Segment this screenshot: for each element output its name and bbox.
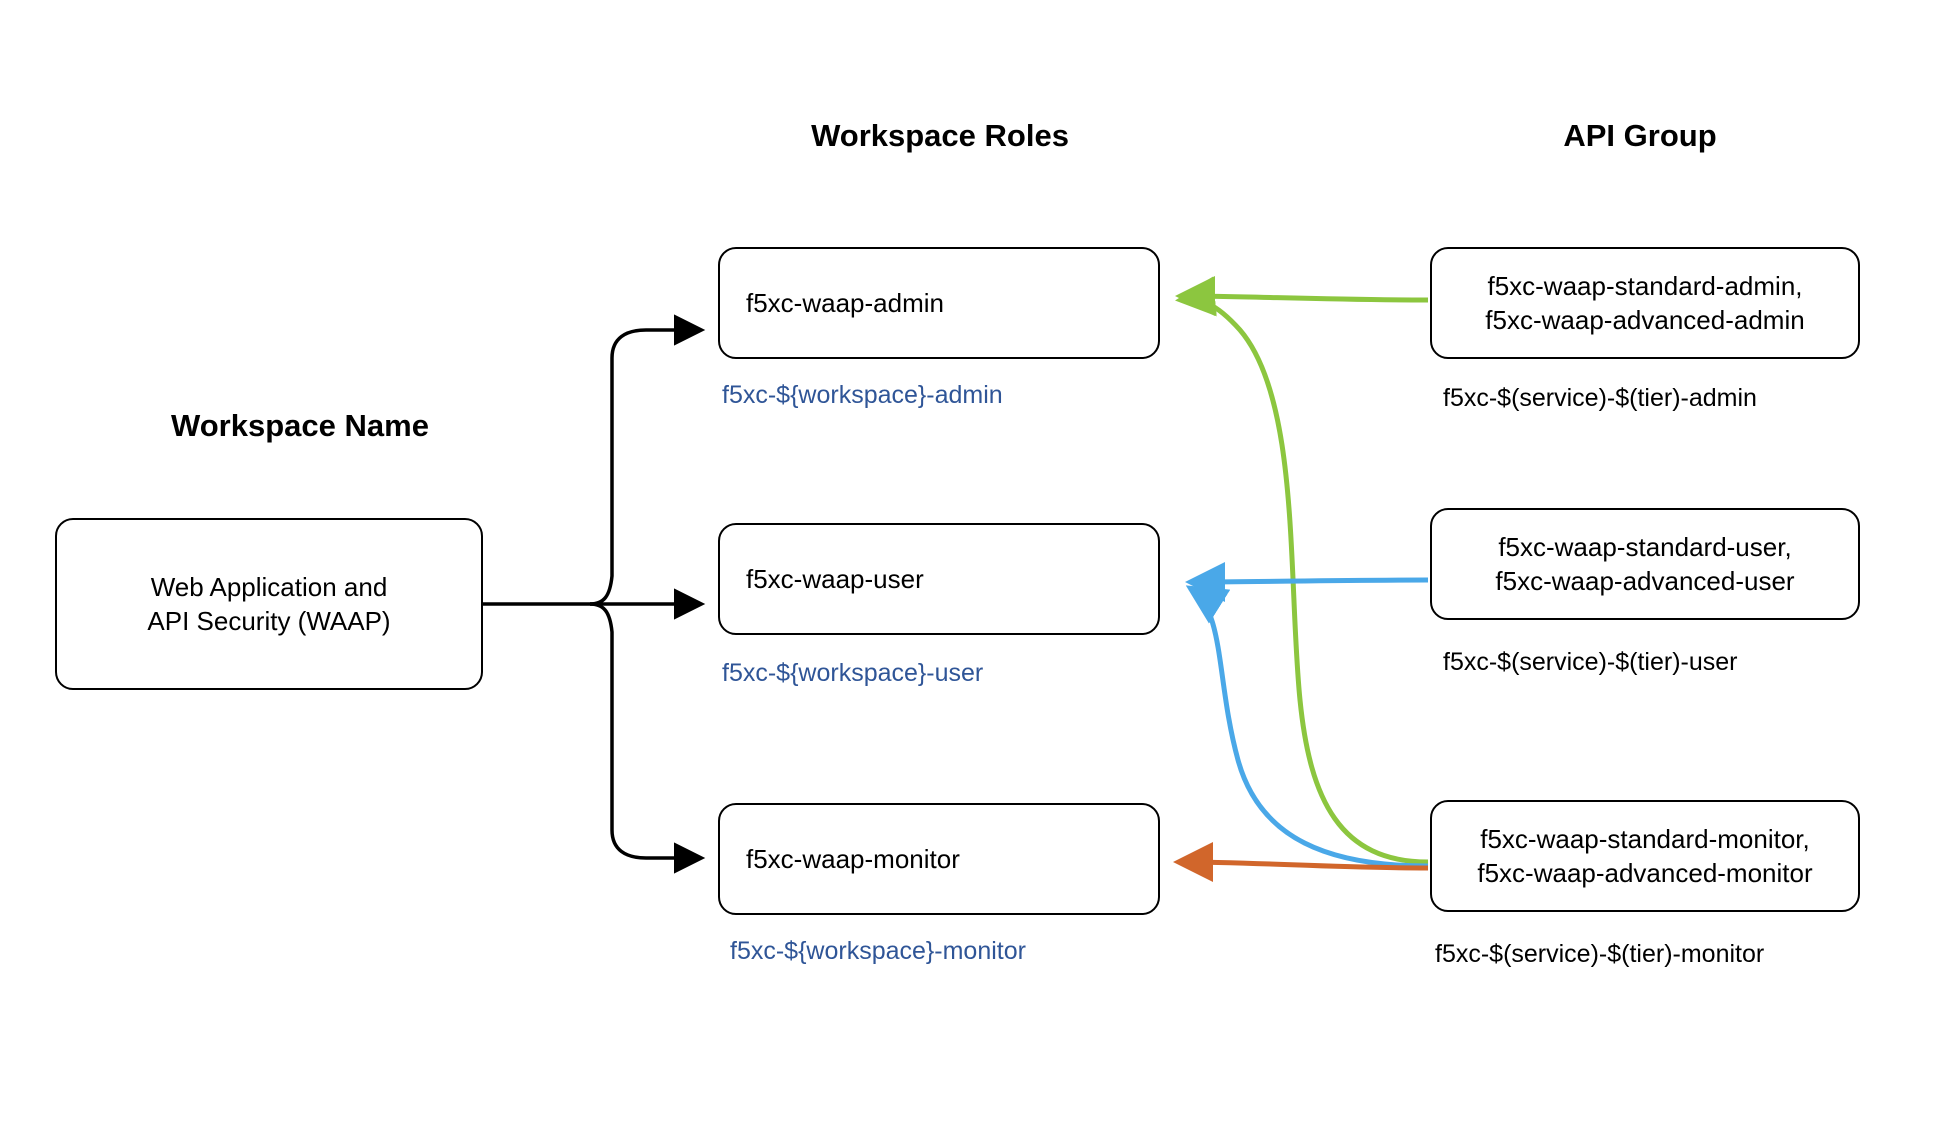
edge-api-monitor-to-role-monitor xyxy=(1178,862,1428,868)
caption-api-group-user: f5xc-$(service)-$(tier)-user xyxy=(1443,648,1738,676)
node-api-group-admin-line2: f5xc-waap-advanced-admin xyxy=(1485,305,1805,335)
caption-api-group-monitor: f5xc-$(service)-$(tier)-monitor xyxy=(1435,940,1765,968)
node-api-group-monitor-line1: f5xc-waap-standard-monitor, xyxy=(1480,823,1810,854)
column-title-workspace-name: Workspace Name xyxy=(171,408,429,443)
column-title-workspace-roles: Workspace Roles xyxy=(811,118,1069,153)
node-role-user-label: f5xc-waap-user xyxy=(746,563,924,594)
caption-role-admin: f5xc-${workspace}-admin xyxy=(722,381,1003,409)
edge-api-user-to-role-user xyxy=(1190,580,1428,582)
edge-workspace-to-monitor xyxy=(590,604,700,858)
node-workspace-name[interactable] xyxy=(55,518,483,690)
node-role-monitor[interactable] xyxy=(718,803,1160,915)
node-api-group-user-line2: f5xc-waap-advanced-user xyxy=(1495,566,1795,596)
node-role-monitor-label: f5xc-waap-monitor xyxy=(746,843,960,874)
edge-api-monitor-to-role-admin xyxy=(1180,300,1428,862)
node-api-group-monitor-text xyxy=(1477,822,1812,891)
caption-role-user: f5xc-${workspace}-user xyxy=(722,659,984,687)
node-workspace-line2: API Security (WAAP) xyxy=(147,606,391,636)
edge-api-monitor-to-role-user xyxy=(1190,588,1428,866)
node-role-user[interactable] xyxy=(718,523,1160,635)
node-api-group-monitor[interactable] xyxy=(1430,800,1860,912)
node-workspace-line1: Web Application and xyxy=(150,571,388,602)
node-api-group-user[interactable] xyxy=(1430,508,1860,620)
column-title-api-group: API Group xyxy=(1563,118,1717,153)
node-api-group-admin-line1: f5xc-waap-standard-admin, xyxy=(1487,270,1803,301)
node-api-group-admin[interactable] xyxy=(1430,247,1860,359)
node-api-group-monitor-line2: f5xc-waap-advanced-monitor xyxy=(1477,858,1813,888)
node-role-admin-label: f5xc-waap-admin xyxy=(746,287,944,318)
node-role-admin[interactable] xyxy=(718,247,1160,359)
edge-api-admin-to-role-admin xyxy=(1180,296,1428,300)
edge-workspace-to-admin xyxy=(590,330,700,604)
caption-api-group-admin: f5xc-$(service)-$(tier)-admin xyxy=(1443,384,1757,412)
node-api-group-user-line1: f5xc-waap-standard-user, xyxy=(1498,531,1792,562)
node-workspace-name-text xyxy=(147,570,390,639)
caption-role-monitor: f5xc-${workspace}-monitor xyxy=(730,937,1026,965)
node-api-group-admin-text xyxy=(1485,269,1804,338)
node-api-group-user-text xyxy=(1495,530,1794,599)
